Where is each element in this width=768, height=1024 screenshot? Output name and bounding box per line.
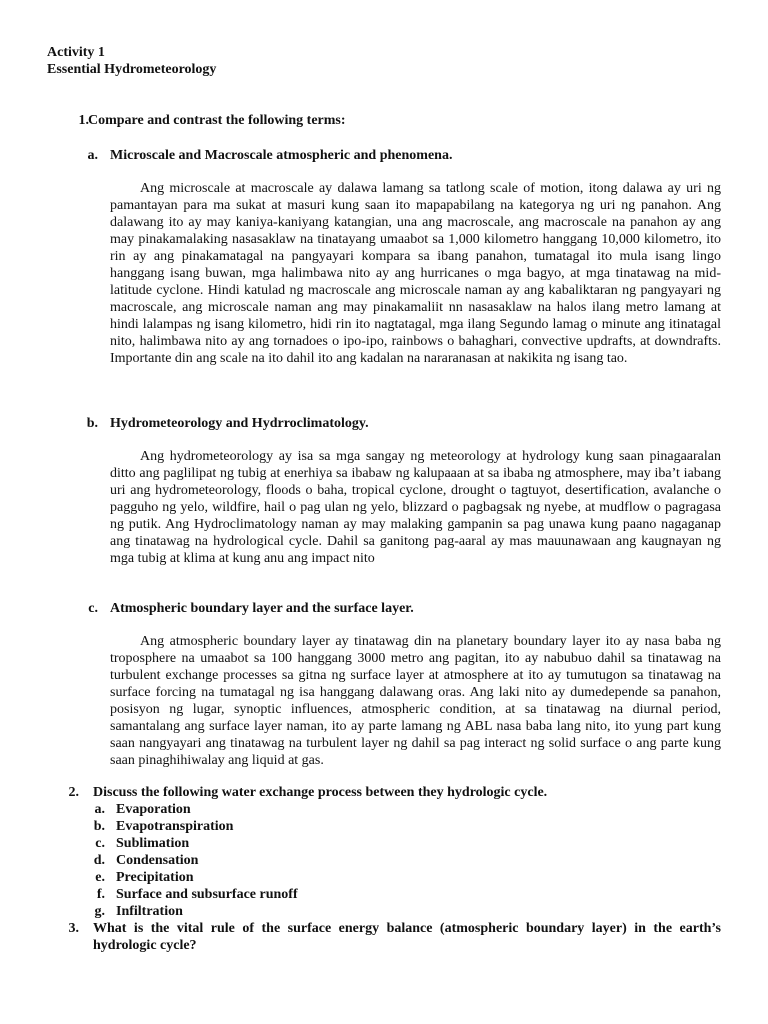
question-2-number: 2. — [68, 785, 79, 800]
question-1-number: 1. — [78, 113, 89, 128]
list-item-letter: b. — [93, 819, 105, 834]
list-item-letter: f. — [96, 887, 105, 902]
list-item-label: Evapotranspiration — [116, 819, 234, 834]
list-item-label: Surface and subsurface runoff — [116, 887, 298, 902]
list-item-letter: d. — [93, 853, 105, 868]
list-item-label: Sublimation — [116, 836, 190, 851]
question-1-text: Compare and contrast the following terms: — [88, 113, 346, 128]
list-item-letter: e. — [95, 870, 105, 885]
subquestion-1a-title: Microscale and Macroscale atmospheric and phenomena. — [110, 148, 453, 163]
subquestion-1c-letter: c. — [88, 601, 98, 616]
document-title: Essential Hydrometeorology — [47, 62, 217, 77]
subquestion-1c-title: Atmospheric boundary layer and the surface layer. — [110, 601, 414, 616]
answer-1b-paragraph: Ang hydrometeorology ay isa sa mga sangay ng meteorology at hydrology kung saan pinagaaralan ditto ang paglilipat ng tubig at enerhiya sa ibabaw ng kalupaaan at sa ibaba ng atmosphere, may iba’t iabang uri ang hydrometeorology, floods o baha, tropical cyclone, drought o tagtuyot, desertification, avalanche o pagguho ng yelo, wildfire, hail o pag ulan ng yelo, blizzard o pagbagsak ng nyebe, at mudflow o pagragasa ng putik. Ang Hydroclimatology naman ay may malaking gampanin sa pag unawa kung paano nagaganap ang tinatawag na hydrological cycle. Dahil sa ganitong pag-aaral ay mas mauunawaan ang kaugnayan ng mga tubig at klima at kung anu ang impact nito — [110, 449, 721, 566]
subquestion-1b-letter: b. — [86, 416, 98, 431]
list-item-letter: g. — [94, 904, 105, 919]
document-header — [47, 44, 216, 78]
answer-1a-paragraph: Ang microscale at macroscale ay dalawa lamang sa tatlong scale of motion, itong dalawa ay uri ng pamantayan para ma sukat at masuri kung saan ito mapapabilang na kategorya ng uri ng panahon. Ang dalawang ito ay may kaniya-kaniyang katangian, una ang macroscale, ang macroscale na panahon ay ang may pinakamalaking nasasaklaw na tinatayang umaabot sa 1,000 kilometro hanggang 10,000 kilometro, ito rin ay ang pinakamatagal na pangyayari kompara sa ibang panahon, tumatagal ito mula isang lingo hanggang isang buwan, mga halimbawa nito ay ang hurricanes o mga bagyo, at mga tinatawag na mid-latitude cyclone. Hindi katulad ng macroscale ang microscale naman ay ang kabaliktaran ng pangyayari ng macroscale, ang microscale naman ang may pinakamaliit nn nasasaklaw na halos ilang metro lamang at hindi lalampas ng isang kilometro, hidi rin ito nagtatagal, mga ilang Segundo lamag o minute ang itinatagal nito, halimbawa nito ay ang tornadoes o ipo-ipo, rainbows o bahaghari, convective updrafts, at downdrafts. Importante din ang scale na ito dahil ito ang kadalan na nararanasan at nakikita ng isang tao. — [110, 181, 721, 366]
list-item-letter: c. — [95, 836, 105, 851]
activity-label: Activity 1 — [47, 45, 105, 60]
list-item-letter: a. — [94, 802, 105, 817]
question-3-number: 3. — [68, 921, 79, 936]
list-item-label: Condensation — [116, 853, 199, 868]
question-3-text: What is the vital rule of the surface energy balance (atmospheric boundary layer) in the earth’s hydrologic cycle? — [93, 921, 721, 953]
list-item-label: Evaporation — [116, 802, 191, 817]
list-item-label: Precipitation — [116, 870, 194, 885]
list-item-label: Infiltration — [116, 904, 183, 919]
question-2-text: Discuss the following water exchange process between they hydrologic cycle. — [93, 785, 548, 800]
answer-1c-paragraph: Ang atmospheric boundary layer ay tinatawag din na planetary boundary layer ito ay nasa baba ng troposphere na umaabot sa 100 hanggang 3000 metro ang pagitan, ito ay nabubuo dahil sa tinatawag na turbulent exchange processes sa gitna ng surface layer at atmosphere at ito ay tumutugon sa tinatawag na surface forcing na tumatagal ng isa hanggang dalawang oras. Ang laki nito ay dumedepende sa panahon, posisyon ng lugar, synoptic influences, atmospheric condition, at sa tinatawag na diurnal period, samantalang ang surface layer naman, ito ay parte lamang ng ABL nasa baba lang nito, ito yung part kung saan nangyayari ang tinatawag na turbulent layer ng dahil sa pag interact ng solid surface o ang parte kung saan pinaghihiwalay ang liquid at gas. — [110, 634, 721, 768]
subquestion-1b-title: Hydrometeorology and Hydrroclimatology. — [110, 416, 369, 431]
subquestion-1a-letter: a. — [87, 148, 98, 163]
